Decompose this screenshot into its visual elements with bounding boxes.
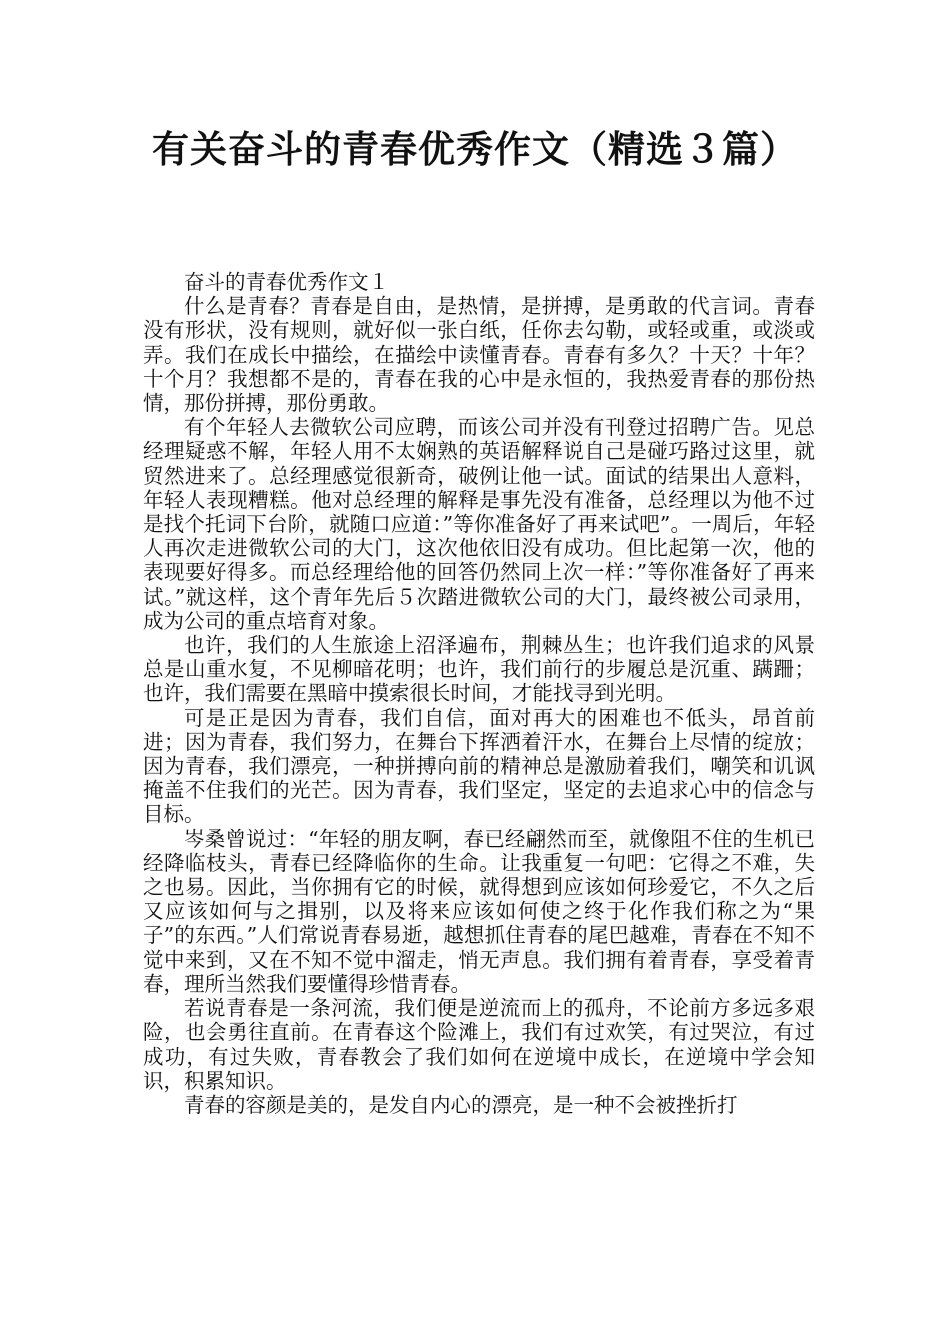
paragraph-4: 可是正是因为青春，我们自信，面对再大的困难也不低头，昂首前进；因为青春，我们努力，在舞台下挥洒着汗水，在舞台上尽情的绽放；因为青春，我们漂亮，一种拼搏向前的精神总是激励着我们，嘲笑和讥讽掩盖不住我们的光芒。因为青春，我们坚定，坚定的去追求心中的信念与目标。	[143, 705, 815, 827]
paragraph-3: 也许，我们的人生旅途上沼泽遍布，荆棘丛生；也许我们追求的风景总是山重水复，不见柳暗花明；也许，我们前行的步履总是沉重、蹒跚；也许，我们需要在黑暗中摸索很长时间，才能找寻到光明。	[143, 633, 815, 706]
paragraph-6: 若说青春是一条河流，我们便是逆流而上的孤舟，不论前方多远多艰险，也会勇往直前。在青春这个险滩上，我们有过欢笑，有过哭泣，有过成功，有过失败，青春教会了我们如何在逆境中成长，在逆境中学会知识，积累知识。	[143, 996, 815, 1093]
section-heading: 奋斗的青春优秀作文１	[184, 270, 389, 294]
document-title: 有关奋斗的青春优秀作文（精选３篇）	[152, 128, 798, 171]
paragraph-7: 青春的容颜是美的，是发自内心的漂亮，是一种不会被挫折打	[184, 1092, 738, 1117]
paragraph-2: 有个年轻人去微软公司应聘，而该公司并没有刊登过招聘广告。见总经理疑惑不解，年轻人用不太娴熟的英语解释说自己是碰巧路过这里，就贸然进来了。总经理感觉很新奇，破例让他一试。面试的结果出人意料，年轻人表现糟糕。他对总经理的解释是事先没有准备，总经理以为他不过是找个托词下台阶，就随口应道：”等你准备好了再来试吧”。一周后，年轻人再次走进微软公司的大门，这次他依旧没有成功。但比起第一次，他的表现要好得多。而总经理给他的回答仍然同上次一样：”等你准备好了再来试。”就这样，这个青年先后５次踏进微软公司的大门，最终被公司录用，成为公司的重点培育对象。	[143, 415, 815, 633]
paragraph-1: 什么是青春？青春是自由，是热情，是拼搏，是勇敢的代言词。青春没有形状，没有规则，就好似一张白纸，任你去勾勒，或轻或重，或淡或弄。我们在成长中描绘，在描绘中读懂青春。青春有多久？十天？十年？十个月？我想都不是的，青春在我的心中是永恒的，我热爱青春的那份热情，那份拼搏，那份勇敢。	[143, 294, 815, 416]
paragraph-5: 岑桑曾说过：“年轻的朋友啊，春已经翩然而至，就像阻不住的生机已经降临枝头，青春已经降临你的生命。让我重复一句吧：它得之不难，失之也易。因此，当你拥有它的时候，就得想到应该如何珍爱它，不久之后又应该如何与之揖别，以及将来应该如何使之终于化作我们称之为“果子”的东西。”人们常说青春易逝，越想抓住青春的尾巴越难，青春在不知不觉中来到，又在不知不觉中溜走，悄无声息。我们拥有着青春，享受着青春，理所当然我们要懂得珍惜青春。	[143, 826, 815, 996]
essay-body	[143, 270, 815, 1117]
